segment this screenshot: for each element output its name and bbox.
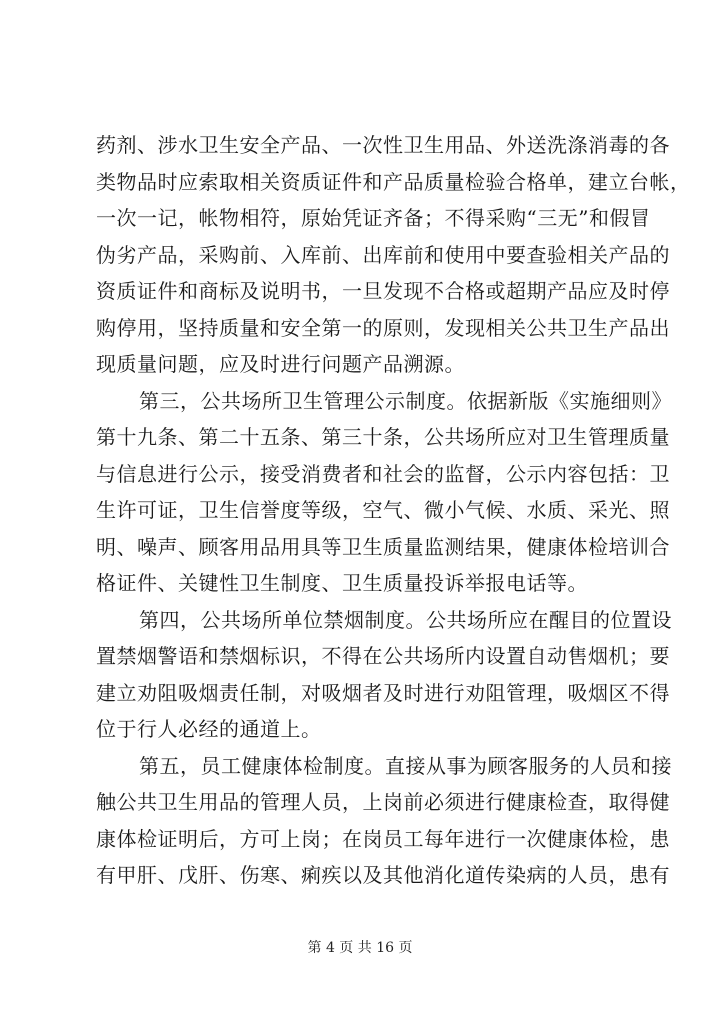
text-line: 伪劣产品，采购前、入库前、出库前和使用中要查验相关产品的: [96, 242, 670, 267]
text-line: 购停用，坚持质量和安全第一的原则，发现相关公共卫生产品出: [96, 315, 670, 340]
page-number-footer: 第 4 页 共 16 页: [307, 940, 413, 956]
text-line: 资质证件和商标及说明书，一旦发现不合格或超期产品应及时停: [96, 279, 670, 303]
text-line: 触公共卫生用品的管理人员，上岗前必须进行健康检查，取得健: [96, 790, 670, 814]
text-line: 位于行人必经的通道上。: [96, 717, 322, 741]
text-line: 类物品时应索取相关资质证件和产品质量检验合格单，建立台帐，: [96, 169, 691, 194]
text-line: 现质量问题，应及时进行问题产品溯源。: [96, 352, 465, 376]
text-line: 建立劝阻吸烟责任制，对吸烟者及时进行劝阻管理，吸烟区不得: [96, 680, 670, 705]
text-line: 第十九条、第二十五条、第三十条，公共场所应对卫生管理质量: [96, 425, 670, 449]
text-line: 与信息进行公示，接受消费者和社会的监督，公示内容包括：卫: [96, 461, 670, 486]
text-line: 有甲肝、戊肝、伤寒、痢疾以及其他消化道传染病的人员，患有: [96, 863, 670, 887]
paragraph-start-line: 第四，公共场所单位禁烟制度。公共场所应在醒目的位置设: [139, 607, 672, 632]
text-line: 明、噪声、顾客用品用具等卫生质量监测结果，健康体检培训合: [96, 534, 670, 559]
text-line: 生许可证，卫生信誉度等级，空气、微小气候、水质、采光、照: [96, 498, 670, 522]
paragraph-start-line: 第五，员工健康体检制度。直接从事为顾客服务的人员和接: [139, 753, 672, 778]
text-line: 药剂、涉水卫生安全产品、一次性卫生用品、外送洗涤消毒的各: [96, 133, 670, 157]
paragraph-start-line: 第三，公共场所卫生管理公示制度。依据新版《实施细则》: [139, 388, 672, 413]
text-line: 置禁烟警语和禁烟标识，不得在公共场所内设置自动售烟机；要: [96, 644, 670, 668]
text-line: 一次一记，帐物相符，原始凭证齐备；不得采购“三无”和假冒: [96, 206, 651, 230]
document-body: [96, 127, 691, 894]
text-line: 格证件、关键性卫生制度、卫生质量投诉举报电话等。: [96, 571, 588, 595]
text-line: 康体检证明后，方可上岗；在岗员工每年进行一次健康体检，患: [96, 826, 670, 851]
